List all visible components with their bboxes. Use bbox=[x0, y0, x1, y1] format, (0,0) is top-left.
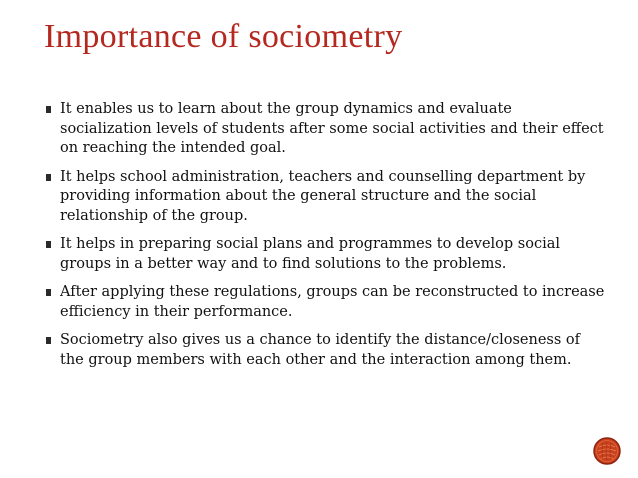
bullet-text: It enables us to learn about the group dynamics and evaluate socialization levels of students after some social activities and their effect on reaching the intended goal. bbox=[60, 101, 604, 156]
square-bullet-icon bbox=[46, 337, 51, 344]
bullet-item bbox=[46, 235, 606, 274]
bullet-item bbox=[46, 283, 606, 322]
bullet-text: Sociometry also gives us a chance to identify the distance/closeness of the group members with each other and the interaction among them. bbox=[60, 332, 581, 368]
bullet-list bbox=[46, 100, 606, 379]
slide-title: Importance of sociometry bbox=[44, 18, 403, 55]
bullet-text: It helps in preparing social plans and programmes to develop social groups in a better way and to find solutions to the problems. bbox=[60, 236, 561, 272]
square-bullet-icon bbox=[46, 289, 51, 296]
bullet-text: After applying these regulations, groups can be reconstructed to increase efficiency in their performance. bbox=[60, 284, 605, 320]
square-bullet-icon bbox=[46, 174, 51, 181]
square-bullet-icon bbox=[46, 106, 51, 113]
bullet-item bbox=[46, 168, 606, 227]
bullet-item bbox=[46, 331, 606, 370]
circular-texture-logo-icon bbox=[593, 437, 621, 465]
square-bullet-icon bbox=[46, 241, 51, 248]
bullet-item bbox=[46, 100, 606, 159]
bullet-text: It helps school administration, teachers and counselling department by providing information about the general structure and the social relationship of the group. bbox=[60, 168, 586, 224]
